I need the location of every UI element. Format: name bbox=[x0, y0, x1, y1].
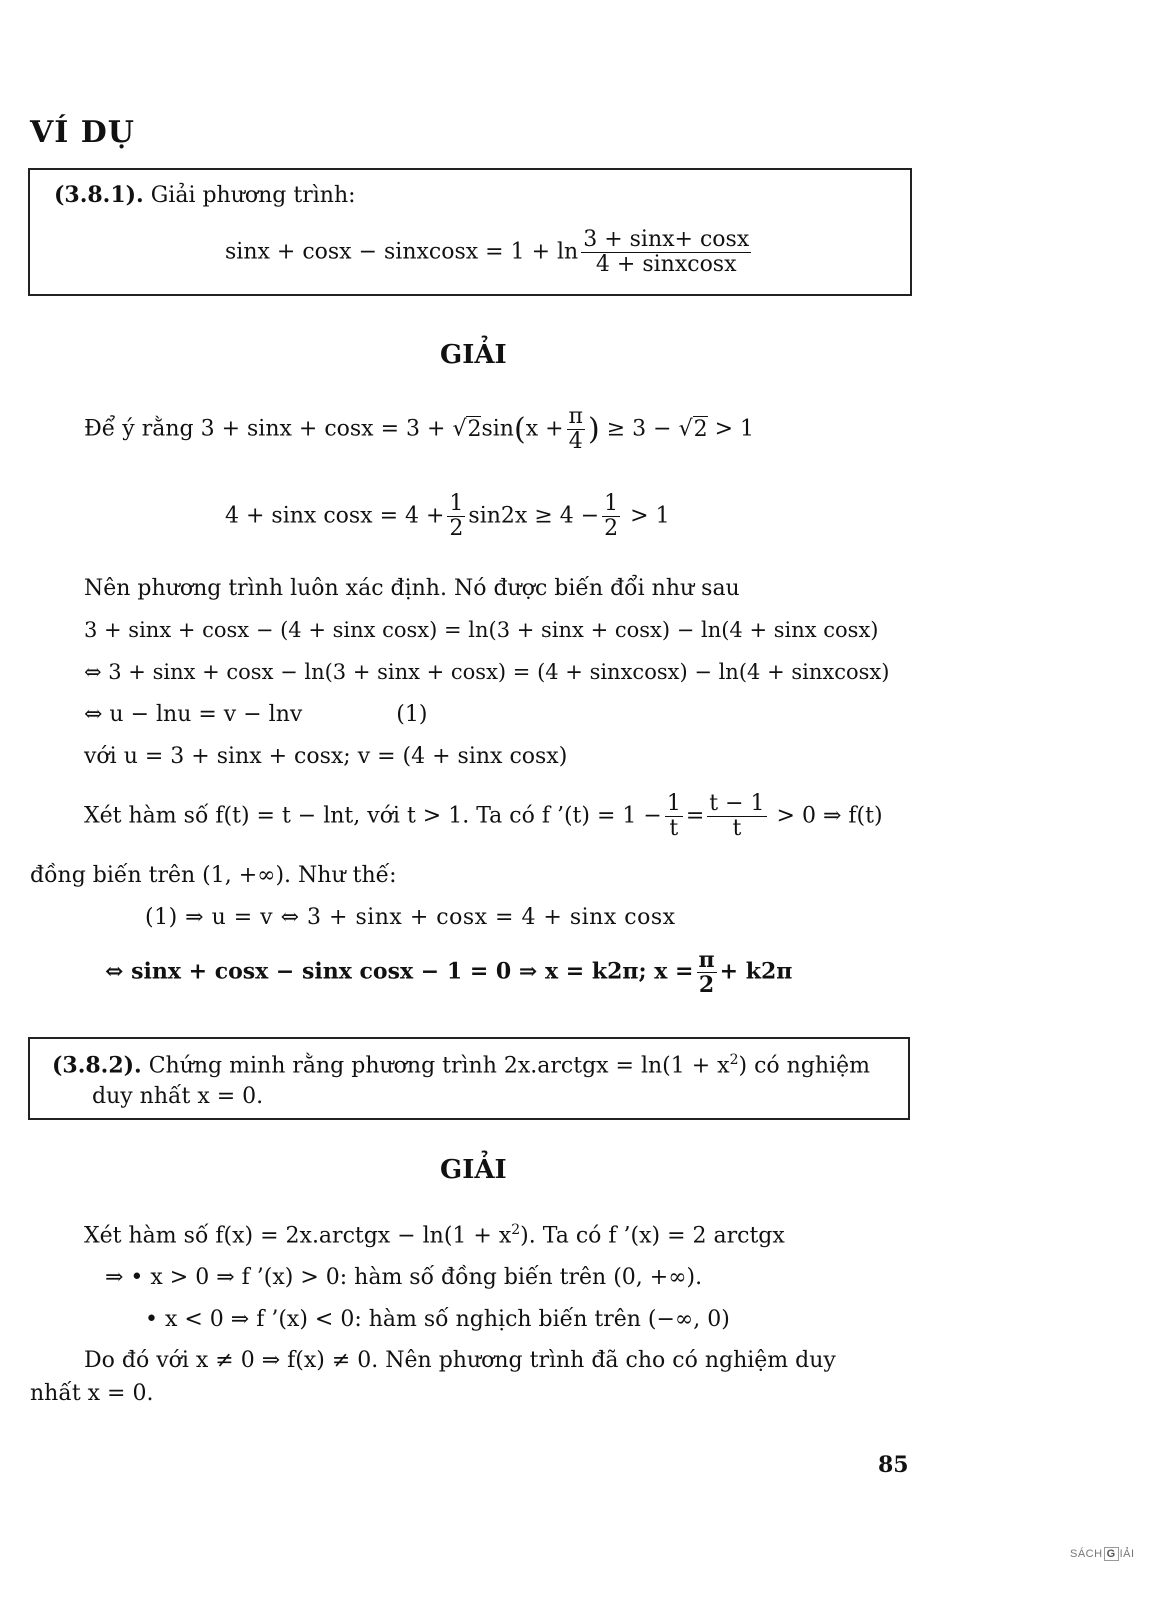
solution1-line-2 bbox=[225, 492, 670, 541]
equation-denominator: 4 + sinxcosx bbox=[595, 252, 737, 278]
text-segment: + k2π bbox=[719, 958, 793, 985]
text-segment: ). Ta có f ’(x) = 2 arctgx bbox=[520, 1223, 785, 1249]
problem-text: Giải phương trình: bbox=[150, 183, 356, 208]
equation-lhs: sinx + cosx − sinxcosx = 1 + ln bbox=[225, 239, 579, 265]
equation-fraction bbox=[581, 228, 751, 277]
sqrt-sign: √ bbox=[452, 416, 467, 442]
fraction-denominator: 2 bbox=[698, 972, 715, 999]
problem-3-8-1-statement bbox=[54, 182, 356, 208]
sqrt-radicand: 2 bbox=[693, 416, 708, 442]
superscript: 2 bbox=[511, 1222, 521, 1238]
solution1-line-6 bbox=[84, 702, 427, 727]
problem-3-8-2-statement-line-2: duy nhất x = 0. bbox=[92, 1084, 264, 1109]
text-segment: 4 + sinx cosx = 4 + bbox=[225, 503, 445, 529]
solution2-line-1 bbox=[84, 1222, 785, 1248]
page-number: 85 bbox=[878, 1452, 909, 1478]
text-segment: sin2x ≥ 4 − bbox=[468, 503, 600, 529]
text-segment: = bbox=[685, 803, 705, 829]
equation-numerator: 3 + sinx+ cosx bbox=[583, 227, 750, 252]
text-segment: ⇔ sinx + cosx − sinx cosx − 1 = 0 ⇒ x = k2π; x = bbox=[105, 958, 694, 985]
superscript: 2 bbox=[729, 1052, 739, 1068]
problem-number: (3.8.1). bbox=[54, 182, 144, 208]
solution1-line-7: với u = 3 + sinx + cosx; v = (4 + sinx cosx) bbox=[84, 744, 568, 769]
section-title: VÍ DỤ bbox=[30, 115, 135, 150]
text-segment: > 1 bbox=[714, 416, 755, 442]
watermark-g: G bbox=[1104, 1547, 1119, 1561]
watermark-logo bbox=[1070, 1547, 1135, 1561]
fraction-numerator: t − 1 bbox=[709, 791, 765, 816]
text-segment: x + bbox=[525, 416, 564, 442]
solution2-line-5: nhất x = 0. bbox=[30, 1381, 154, 1406]
text-segment: ⇔ u − lnu = v − lnv bbox=[84, 702, 303, 727]
text-segment: Để ý rằng 3 + sinx + cosx = 3 + bbox=[84, 416, 446, 442]
solution1-line-11 bbox=[105, 948, 792, 997]
solution-title-1: GIẢI bbox=[440, 340, 507, 370]
fraction-denominator: 2 bbox=[604, 516, 619, 542]
fraction-denominator: t bbox=[732, 816, 742, 842]
solution2-line-3: • x < 0 ⇒ f ’(x) < 0: hàm số nghịch biến trên (−∞, 0) bbox=[145, 1307, 730, 1332]
solution1-line-10: (1) ⇒ u = v ⇔ 3 + sinx + cosx = 4 + sinx cosx bbox=[145, 905, 676, 930]
sqrt-radicand: 2 bbox=[467, 416, 482, 442]
solution-title-2: GIẢI bbox=[440, 1155, 507, 1185]
text-segment: > 0 ⇒ f(t) bbox=[776, 803, 883, 829]
fraction-numerator: 1 bbox=[449, 491, 464, 516]
solution2-line-4: Do đó với x ≠ 0 ⇒ f(x) ≠ 0. Nên phương trình đã cho có nghiệm duy bbox=[84, 1348, 836, 1373]
text-segment: ≥ 3 − bbox=[606, 416, 672, 442]
watermark-text: SÁCH bbox=[1070, 1548, 1103, 1560]
sqrt-sign: √ bbox=[678, 416, 693, 442]
fraction-numerator: π bbox=[698, 947, 715, 973]
problem-number: (3.8.2). bbox=[52, 1052, 142, 1079]
fraction-denominator: t bbox=[669, 816, 679, 842]
text-segment: Chứng minh rằng phương trình 2x.arctgx = ln(1 + x bbox=[148, 1053, 730, 1079]
text-segment: > 1 bbox=[630, 503, 670, 529]
fraction-denominator: 4 bbox=[568, 429, 583, 455]
fraction-denominator: 2 bbox=[449, 516, 464, 542]
text-segment: sin bbox=[481, 416, 514, 442]
solution1-line-8 bbox=[84, 792, 883, 841]
problem-3-8-2-statement-line-1 bbox=[52, 1052, 870, 1078]
fraction-numerator: π bbox=[568, 404, 583, 429]
text-segment: ) có nghiệm bbox=[738, 1053, 870, 1079]
problem-3-8-1-equation bbox=[225, 228, 754, 277]
text-segment: Xét hàm số f(t) = t − lnt, với t > 1. Ta có f ’(t) = 1 − bbox=[84, 803, 662, 829]
solution1-line-9: đồng biến trên (1, +∞). Như thế: bbox=[30, 863, 397, 888]
watermark-text: IẢI bbox=[1119, 1548, 1135, 1560]
fraction-numerator: 1 bbox=[666, 791, 681, 816]
equation-tag: (1) bbox=[396, 702, 428, 727]
solution1-line-5: ⇔ 3 + sinx + cosx − ln(3 + sinx + cosx) = (4 + sinxcosx) − ln(4 + sinxcosx) bbox=[84, 660, 890, 684]
text-segment: Xét hàm số f(x) = 2x.arctgx − ln(1 + x bbox=[84, 1223, 512, 1249]
solution1-line-3: Nên phương trình luôn xác định. Nó được biến đổi như sau bbox=[84, 576, 740, 601]
fraction-numerator: 1 bbox=[604, 491, 619, 516]
solution1-line-1: Để ý rằng 3 + sinx + cosx = 3 + √2sin(x + $\frac{\pi}{4}$ ) ≥ 3 − √2 > 1 bbox=[84, 404, 755, 455]
solution1-line-4: 3 + sinx + cosx − (4 + sinx cosx) = ln(3 + sinx + cosx) − ln(4 + sinx cosx) bbox=[84, 618, 879, 642]
solution2-line-2: ⇒ • x > 0 ⇒ f ’(x) > 0: hàm số đồng biến trên (0, +∞). bbox=[105, 1265, 703, 1290]
